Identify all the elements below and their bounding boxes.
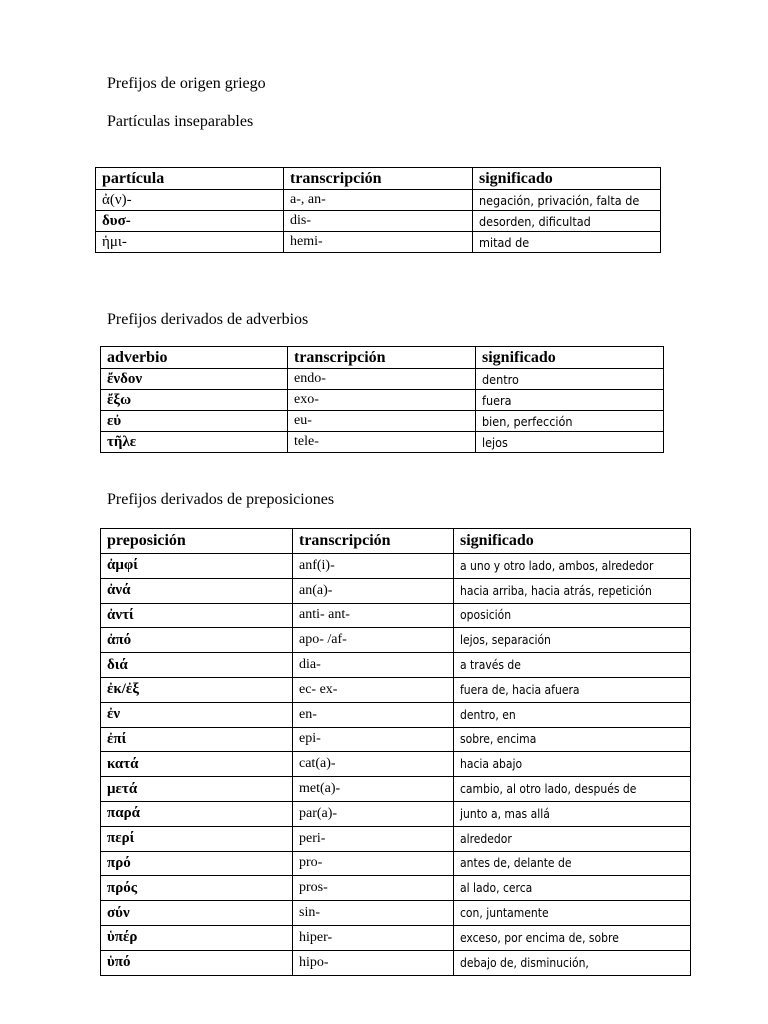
transcription-cell: par(a)-	[293, 801, 454, 826]
meaning-cell: junto a, mas allá	[454, 801, 691, 826]
greek-prefix-cell: διά	[101, 653, 293, 678]
transcription-cell: anf(i)-	[293, 554, 454, 579]
meaning-cell: con, juntamente	[454, 901, 691, 926]
table-header-row	[101, 347, 664, 369]
transcription-cell: epi-	[293, 727, 454, 752]
section-heading-adverbios: Prefijos derivados de adverbios	[107, 311, 309, 328]
greek-prefix-cell: ἐπί	[101, 727, 293, 752]
column-header: partícula	[96, 168, 284, 190]
table-row	[101, 653, 691, 678]
table-row	[101, 369, 664, 390]
greek-prefix-cell: ἀμφί	[101, 554, 293, 579]
meaning-cell: hacia abajo	[454, 752, 691, 777]
greek-prefix-cell: ὑπέρ	[101, 925, 293, 950]
transcription-cell: dia-	[293, 653, 454, 678]
greek-prefix-cell: ἔξω	[101, 390, 288, 411]
transcription-cell: ec- ex-	[293, 677, 454, 702]
greek-prefix-cell: σύν	[101, 901, 293, 926]
transcription-cell: apo- /af-	[293, 628, 454, 653]
meaning-cell: debajo de, disminución,	[454, 950, 691, 975]
table-row	[101, 950, 691, 975]
transcription-cell: dis-	[284, 211, 473, 232]
table-adverbios	[100, 346, 664, 453]
section-heading-preposiciones: Prefijos derivados de preposiciones	[107, 491, 335, 508]
greek-prefix-cell: ἐκ/ἐξ	[101, 677, 293, 702]
meaning-cell: a través de	[454, 653, 691, 678]
transcription-cell: a-, an-	[284, 190, 473, 211]
table-row	[101, 628, 691, 653]
table-row	[96, 232, 661, 253]
transcription-cell: pros-	[293, 876, 454, 901]
transcription-cell: peri-	[293, 826, 454, 851]
greek-prefix-cell: ἀνά	[101, 578, 293, 603]
meaning-cell: dentro	[476, 369, 664, 390]
transcription-cell: tele-	[288, 432, 476, 453]
greek-prefix-cell: ὑπό	[101, 950, 293, 975]
transcription-cell: pro-	[293, 851, 454, 876]
meaning-cell: fuera	[476, 390, 664, 411]
meaning-cell: antes de, delante de	[454, 851, 691, 876]
table-row	[101, 554, 691, 579]
transcription-cell: hiper-	[293, 925, 454, 950]
greek-prefix-cell: ἀ(ν)-	[96, 190, 284, 211]
column-header: transcripción	[288, 347, 476, 369]
table-row	[101, 677, 691, 702]
table-particulas	[95, 167, 661, 253]
transcription-cell: hemi-	[284, 232, 473, 253]
greek-prefix-cell: πρός	[101, 876, 293, 901]
table-row	[101, 876, 691, 901]
transcription-cell: anti- ant-	[293, 603, 454, 628]
meaning-cell: al lado, cerca	[454, 876, 691, 901]
table-row	[101, 390, 664, 411]
meaning-cell: negación, privación, falta de	[473, 190, 661, 211]
transcription-cell: met(a)-	[293, 777, 454, 802]
table-row	[101, 578, 691, 603]
column-header: significado	[473, 168, 661, 190]
meaning-cell: exceso, por encima de, sobre	[454, 925, 691, 950]
transcription-cell: exo-	[288, 390, 476, 411]
table-row	[101, 603, 691, 628]
transcription-cell: endo-	[288, 369, 476, 390]
column-header: transcripción	[284, 168, 473, 190]
meaning-cell: bien, perfección	[476, 411, 664, 432]
greek-prefix-cell: δυσ-	[96, 211, 284, 232]
section-heading-inseparables: Partículas inseparables	[107, 113, 254, 130]
table-row	[101, 777, 691, 802]
greek-prefix-cell: τῆλε	[101, 432, 288, 453]
greek-prefix-cell: ἐν	[101, 702, 293, 727]
greek-prefix-cell: ἡμι-	[96, 232, 284, 253]
table-row	[101, 901, 691, 926]
table-row	[101, 411, 664, 432]
transcription-cell: hipo-	[293, 950, 454, 975]
transcription-cell: eu-	[288, 411, 476, 432]
table-row	[101, 727, 691, 752]
table-header-row	[96, 168, 661, 190]
transcription-cell: an(a)-	[293, 578, 454, 603]
meaning-cell: lejos, separación	[454, 628, 691, 653]
meaning-cell: sobre, encima	[454, 727, 691, 752]
column-header: transcripción	[293, 529, 454, 554]
meaning-cell: hacia arriba, hacia atrás, repetición	[454, 578, 691, 603]
page-title: Prefijos de origen griego	[107, 75, 266, 92]
greek-prefix-cell: πρό	[101, 851, 293, 876]
table-row	[101, 432, 664, 453]
table-row	[101, 801, 691, 826]
table-row	[101, 851, 691, 876]
column-header: adverbio	[101, 347, 288, 369]
table-preposiciones	[100, 528, 691, 976]
table-header-row	[101, 529, 691, 554]
meaning-cell: oposición	[454, 603, 691, 628]
meaning-cell: fuera de, hacia afuera	[454, 677, 691, 702]
table-body	[101, 554, 691, 976]
transcription-cell: cat(a)-	[293, 752, 454, 777]
transcription-cell: en-	[293, 702, 454, 727]
column-header: significado	[454, 529, 691, 554]
meaning-cell: cambio, al otro lado, después de	[454, 777, 691, 802]
table-row	[101, 702, 691, 727]
meaning-cell: dentro, en	[454, 702, 691, 727]
table-row	[101, 826, 691, 851]
table-row	[96, 190, 661, 211]
greek-prefix-cell: ἔνδον	[101, 369, 288, 390]
greek-prefix-cell: ἀντί	[101, 603, 293, 628]
greek-prefix-cell: παρά	[101, 801, 293, 826]
meaning-cell: lejos	[476, 432, 664, 453]
meaning-cell: mitad de	[473, 232, 661, 253]
greek-prefix-cell: κατά	[101, 752, 293, 777]
column-header: preposición	[101, 529, 293, 554]
column-header: significado	[476, 347, 664, 369]
meaning-cell: desorden, dificultad	[473, 211, 661, 232]
table-row	[101, 752, 691, 777]
table-row	[101, 925, 691, 950]
table-row	[96, 211, 661, 232]
greek-prefix-cell: ἀπό	[101, 628, 293, 653]
greek-prefix-cell: περί	[101, 826, 293, 851]
meaning-cell: alrededor	[454, 826, 691, 851]
greek-prefix-cell: μετά	[101, 777, 293, 802]
meaning-cell: a uno y otro lado, ambos, alrededor	[454, 554, 691, 579]
transcription-cell: sin-	[293, 901, 454, 926]
greek-prefix-cell: εὐ	[101, 411, 288, 432]
